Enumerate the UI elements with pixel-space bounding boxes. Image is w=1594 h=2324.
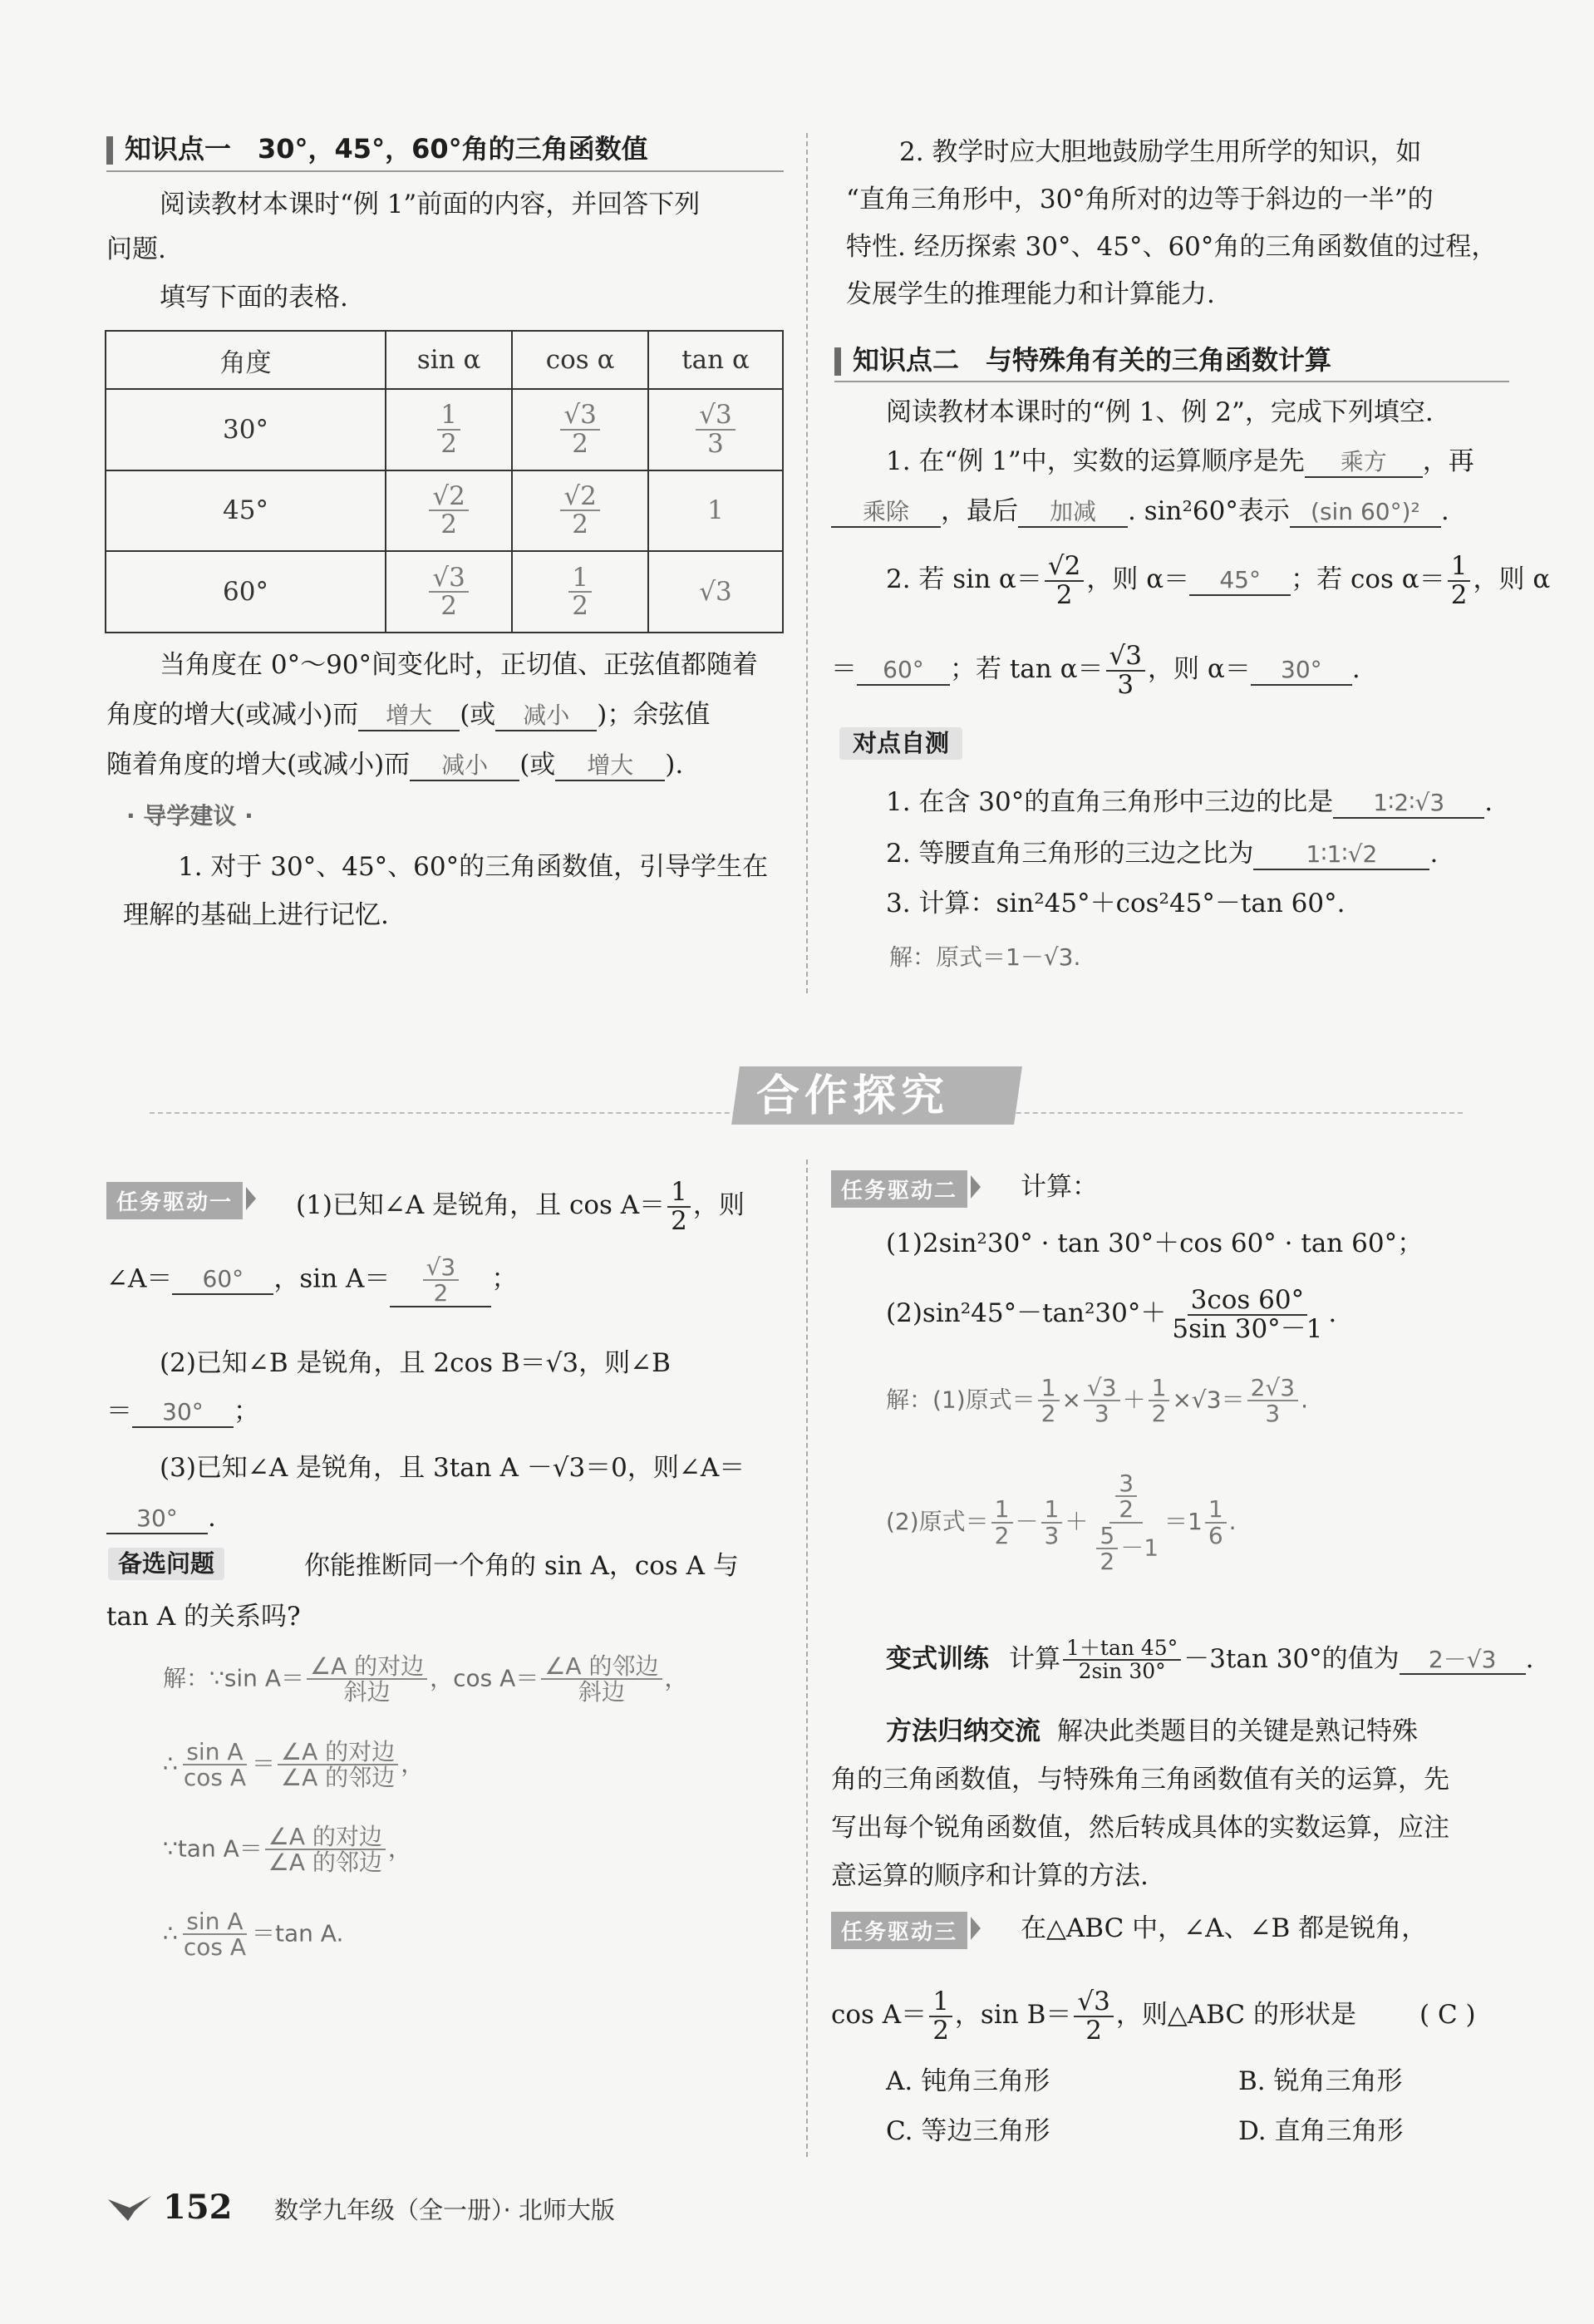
task-3-tag: 任务驱动三 xyxy=(831,1912,967,1949)
para-1-line-1: 当角度在 0°～90°间变化时，正切值、正弦值都随着 xyxy=(160,650,759,680)
sin-cell xyxy=(386,389,512,470)
table-row xyxy=(106,389,783,470)
guide-2-line-3: 特性. 经历探索 30°、45°、60°角的三角函数值的过程， xyxy=(846,232,1498,262)
answer-blank: 加减 xyxy=(1018,498,1128,528)
fraction: $\frac{1}{2}$ xyxy=(1448,553,1471,608)
heading-underline xyxy=(834,381,1509,382)
complex-fraction: $\frac{3}{2}$ $\frac{5}{2}$ －1 xyxy=(1090,1471,1162,1574)
task-1-tag: 任务驱动一 xyxy=(106,1182,243,1219)
answer-blank: 30° xyxy=(132,1398,234,1428)
answer-blank: 2－√3 xyxy=(1400,1646,1526,1676)
tan-cell xyxy=(648,389,783,470)
fraction: $\frac{√2}{2}$ xyxy=(429,483,468,539)
heading-knowledge-2: 知识点二 与特殊角有关的三角函数计算 xyxy=(834,344,1331,376)
fraction: $\frac{\text{∠A 的对边}}{\text{∠A 的邻边}}$ xyxy=(278,1740,398,1790)
alt-solution-line-3: ∵tan A＝ $\frac{\text{∠A 的对边}}{\text{∠A 的邻边}}$ ， xyxy=(163,1823,411,1877)
fraction: $\frac{1}{2}$ xyxy=(568,564,592,620)
answer-blank: 减小 xyxy=(495,702,597,731)
table-header-row xyxy=(106,331,783,389)
para-1-line-3: 随着角度的增大(或减小)而 减小 (或 增大 ). xyxy=(106,750,684,780)
task-2-solution-2: (2)原式＝ $\frac{1}{2}$ － $\frac{1}{3}$ ＋ $\frac{3}{2}$ $\frac{5}{2}$ －1 ＝1 $\frac{1}{6}$ . xyxy=(886,1470,1237,1576)
fraction: $\frac{\text{sin A}}{\text{cos A}}$ xyxy=(183,1738,246,1792)
fraction: $\frac{2√3}{3}$ xyxy=(1247,1376,1298,1426)
option-b: B. 锐角三角形 xyxy=(1238,2066,1403,2096)
task-1-line-5: (3)已知∠A 是锐角，且 3tan A －√3＝0，则∠A＝ xyxy=(160,1453,745,1483)
alt-question-label: 备选问题 xyxy=(108,1548,224,1580)
footer-logo-icon xyxy=(106,2194,153,2223)
answer-blank: 减小 xyxy=(410,751,519,781)
fraction: $\frac{√3}{3}$ xyxy=(1106,643,1145,698)
heading-underline xyxy=(106,170,784,172)
header-cos: cos α xyxy=(512,331,648,389)
sin-cell xyxy=(386,551,512,633)
option-a: A. 钝角三角形 xyxy=(886,2066,1050,2096)
fraction: $\frac{1}{2}$ xyxy=(1038,1376,1060,1426)
header-angle: 角度 xyxy=(106,331,386,389)
method-line-3: 写出每个锐角函数值，然后转成具体的实数运算，应注 xyxy=(831,1813,1449,1843)
guide-title: · 导学建议 · xyxy=(126,802,253,830)
heading-bar xyxy=(834,347,841,376)
sin-cell xyxy=(386,470,512,552)
task-2-tag: 任务驱动二 xyxy=(831,1170,967,1208)
answer-blank: 30° xyxy=(1251,656,1352,686)
option-d: D. 直角三角形 xyxy=(1238,2116,1404,2146)
fraction: $\frac{3\cos 60^\circ}{5\sin 30^\circ-1}$ xyxy=(1172,1285,1323,1344)
fraction: $\frac{1}{2}$ xyxy=(991,1497,1013,1548)
intro-line-1: 阅读教材本课时“例 1”前面的内容，并回答下列 xyxy=(160,190,701,219)
book-title: 数学九年级（全一册）· 北师大版 xyxy=(274,2196,615,2224)
task-1-line-2: ∠A＝ 60° ，sin A＝ $\frac{√3}{2}$ ； xyxy=(106,1253,518,1307)
fraction: $\frac{1}{6}$ xyxy=(1205,1497,1227,1548)
guide-2-line-2: “直角三角形中，30°角所对的边等于斜边的一半”的 xyxy=(846,185,1434,214)
q2-line-2: ＝ 60° ；若 tan α＝ $\frac{√3}{3}$ ，则 α＝ 30° . xyxy=(831,641,1360,700)
answer-blank: (sin 60°)² xyxy=(1290,498,1441,528)
angle-cell: 60° xyxy=(106,551,386,633)
answer-blank: 1∶1∶√2 xyxy=(1253,840,1429,870)
right-intro: 阅读教材本课时的“例 1、例 2”，完成下列填空. xyxy=(886,397,1434,427)
banner-title: 合作探究 xyxy=(756,1071,950,1121)
fraction: $\frac{5}{2}$ xyxy=(1096,1524,1118,1574)
alt-solution-line-2: ∴ $\frac{\text{sin A}}{\text{cos A}}$ ＝ $\frac{\text{∠A 的对边}}{\text{∠A 的邻边}}$ ， xyxy=(163,1738,425,1792)
self-test-label: 对点自测 xyxy=(839,727,962,760)
fraction: $\frac{1}{2}$ xyxy=(437,401,460,457)
fraction: $\frac{√3}{2}$ xyxy=(1074,1988,1113,2044)
cos-cell xyxy=(512,551,648,633)
task-1-line-6: 30° . xyxy=(106,1503,216,1534)
answer-blank: 1∶2∶√3 xyxy=(1333,789,1484,819)
fraction: $\frac{1}{2}$ xyxy=(929,1988,952,2044)
guide-line-1: 1. 对于 30°、45°、60°的三角函数值，引导学生在 xyxy=(178,852,769,882)
q1-line-1: 1. 在“例 1”中，实数的运算顺序是先 乘方 ，再 xyxy=(886,446,1474,476)
method-line-2: 角的三角函数值，与特殊角三角函数值有关的运算，先 xyxy=(831,1765,1449,1795)
fraction: $\frac{1}{3}$ xyxy=(1041,1497,1063,1548)
method-line-1: 方法归纳交流 解决此类题目的关键是熟记特殊 xyxy=(886,1716,1418,1746)
answer-blank xyxy=(390,1255,491,1307)
task-2-solution-1: 解：(1)原式＝ $\frac{1}{2}$ × $\frac{√3}{3}$ ＋ $\frac{1}{2}$ ×√3＝ $\frac{2√3}{3}$ . xyxy=(886,1374,1308,1428)
task-2-title: 计算： xyxy=(1021,1172,1098,1202)
fraction: $\frac{3}{2}$ xyxy=(1115,1471,1137,1522)
fraction: $\frac{\text{∠A 的对边}}{\text{斜边}}$ xyxy=(307,1654,427,1705)
fraction: $\frac{1}{2}$ xyxy=(667,1179,691,1234)
heading-knowledge-1: 知识点一 30°，45°，60°角的三角函数值 xyxy=(106,133,648,165)
para-1-line-2: 角度的增大(或减小)而 增大 (或 减小 )；余弦值 xyxy=(106,700,711,730)
fraction: $\frac{√2}{2}$ xyxy=(560,483,599,539)
task-3-answer: ( C ) xyxy=(1419,2000,1476,2030)
task-1-line-1: (1)已知∠A 是锐角，且 cos A＝ $\frac{1}{2}$ ，则 xyxy=(296,1177,745,1236)
column-divider-bottom xyxy=(806,1160,808,2157)
task-3-line-2: cos A＝ $\frac{1}{2}$ ，sin B＝ $\frac{√3}{2}$ ，则△ABC 的形状是 xyxy=(831,1987,1356,2046)
alt-question-line-1: 你能推断同一个角的 sin A，cos A 与 xyxy=(304,1551,739,1581)
fraction: $\frac{√2}{2}$ xyxy=(1045,553,1084,608)
q2-line-1: 2. 若 sin α＝ $\frac{√2}{2}$ ，则 α＝ 45° ；若 cos α＝ $\frac{1}{2}$ ，则 α xyxy=(886,551,1551,610)
fraction: $\frac{\text{∠A 的邻边}}{\text{斜边}}$ xyxy=(541,1654,662,1705)
table-row xyxy=(106,470,783,552)
header-sin: sin α xyxy=(386,331,512,389)
fraction: $\frac{√3}{2}$ xyxy=(560,401,599,457)
answer-blank: 45° xyxy=(1189,566,1291,596)
fraction: $\frac{√3}{2}$ xyxy=(429,564,468,620)
task-1-line-4: ＝ 30° ； xyxy=(106,1396,259,1426)
answer-blank: 30° xyxy=(106,1504,208,1534)
fraction: $\frac{\text{sin A}}{\text{cos A}}$ xyxy=(183,1908,246,1962)
fill-table-instruction: 填写下面的表格. xyxy=(160,283,348,313)
q1-line-2: 乘除 ，最后 加减 . sin²60°表示 (sin 60°)² . xyxy=(831,496,1449,528)
variant-training: 变式训练 计算 $\frac{1+\tan 45^\circ}{2\sin 30^\circ}$ －3tan 30°的值为 2－√3 . xyxy=(886,1636,1534,1684)
angle-cell: 30° xyxy=(106,389,386,470)
trig-values-table xyxy=(105,330,784,633)
fraction: $\frac{√3}{3}$ xyxy=(696,401,735,457)
page-number: 152 xyxy=(163,2188,233,2227)
self-test-3: 3. 计算：sin²45°＋cos²45°－tan 60°. xyxy=(886,889,1346,918)
column-divider-top xyxy=(806,133,808,993)
option-c: C. 等边三角形 xyxy=(886,2116,1050,2146)
answer-blank: 乘除 xyxy=(831,498,941,528)
alt-solution-line-1: 解：∵sin A＝ $\frac{\text{∠A 的对边}}{\text{斜边}}$ ，cos A＝ $\frac{\text{∠A 的邻边}}{\text{斜边}}$ ， xyxy=(163,1652,688,1706)
answer-blank: 乘方 xyxy=(1305,448,1423,478)
task-2-expr-1: (1)2sin²30° · tan 30°＋cos 60° · tan 60°； xyxy=(886,1228,1424,1258)
task-1-line-3: (2)已知∠B 是锐角，且 2cos B＝√3，则∠B xyxy=(160,1348,671,1378)
self-test-2: 2. 等腰直角三角形的三边之比为 1∶1∶√2 . xyxy=(886,839,1439,869)
task-2-expr-2: (2)sin²45°－tan²30°＋ $\frac{3\cos 60^\circ}{5\sin 30^\circ-1}$ . xyxy=(886,1285,1337,1344)
method-line-4: 意运算的顺序和计算的方法. xyxy=(831,1861,1149,1891)
cos-cell xyxy=(512,470,648,552)
table-row xyxy=(106,551,783,633)
guide-2-line-4: 发展学生的推理能力和计算能力. xyxy=(846,279,1215,309)
answer-blank: 60° xyxy=(857,656,950,686)
task-3-line-1: 在△ABC 中，∠A、∠B 都是锐角， xyxy=(1021,1913,1428,1943)
tan-cell: 1 xyxy=(648,470,783,552)
cos-cell xyxy=(512,389,648,470)
alt-question-line-2: tan A 的关系吗? xyxy=(106,1602,301,1632)
guide-line-2: 理解的基础上进行记忆. xyxy=(123,900,389,930)
fraction: $\frac{√3}{2}$ xyxy=(423,1255,460,1306)
alt-solution-line-4: ∴ $\frac{\text{sin A}}{\text{cos A}}$ ＝tan A. xyxy=(163,1908,344,1962)
answer-blank: 增大 xyxy=(358,702,460,731)
answer-blank: 60° xyxy=(172,1265,273,1295)
fraction: $\frac{1}{2}$ xyxy=(1149,1376,1170,1426)
intro-line-2: 问题. xyxy=(106,234,166,264)
answer-blank: 增大 xyxy=(555,751,665,781)
heading-bar xyxy=(106,136,113,165)
tan-cell: √3 xyxy=(648,551,783,633)
fraction: $\frac{\text{∠A 的对边}}{\text{∠A 的邻边}}$ xyxy=(265,1824,386,1875)
header-tan: tan α xyxy=(648,331,783,389)
self-test-1: 1. 在含 30°的直角三角形中三边的比是 1∶2∶√3 . xyxy=(886,787,1493,817)
fraction: $\frac{√3}{3}$ xyxy=(1084,1376,1120,1426)
angle-cell: 45° xyxy=(106,470,386,552)
guide-2-line-1: 2. 教学时应大胆地鼓励学生用所学的知识，如 xyxy=(899,137,1422,167)
fraction: $\frac{1+\tan 45^\circ}{2\sin 30^\circ}$ xyxy=(1063,1637,1181,1683)
self-test-3-solution: 解：原式＝1－√3. xyxy=(889,943,1081,971)
